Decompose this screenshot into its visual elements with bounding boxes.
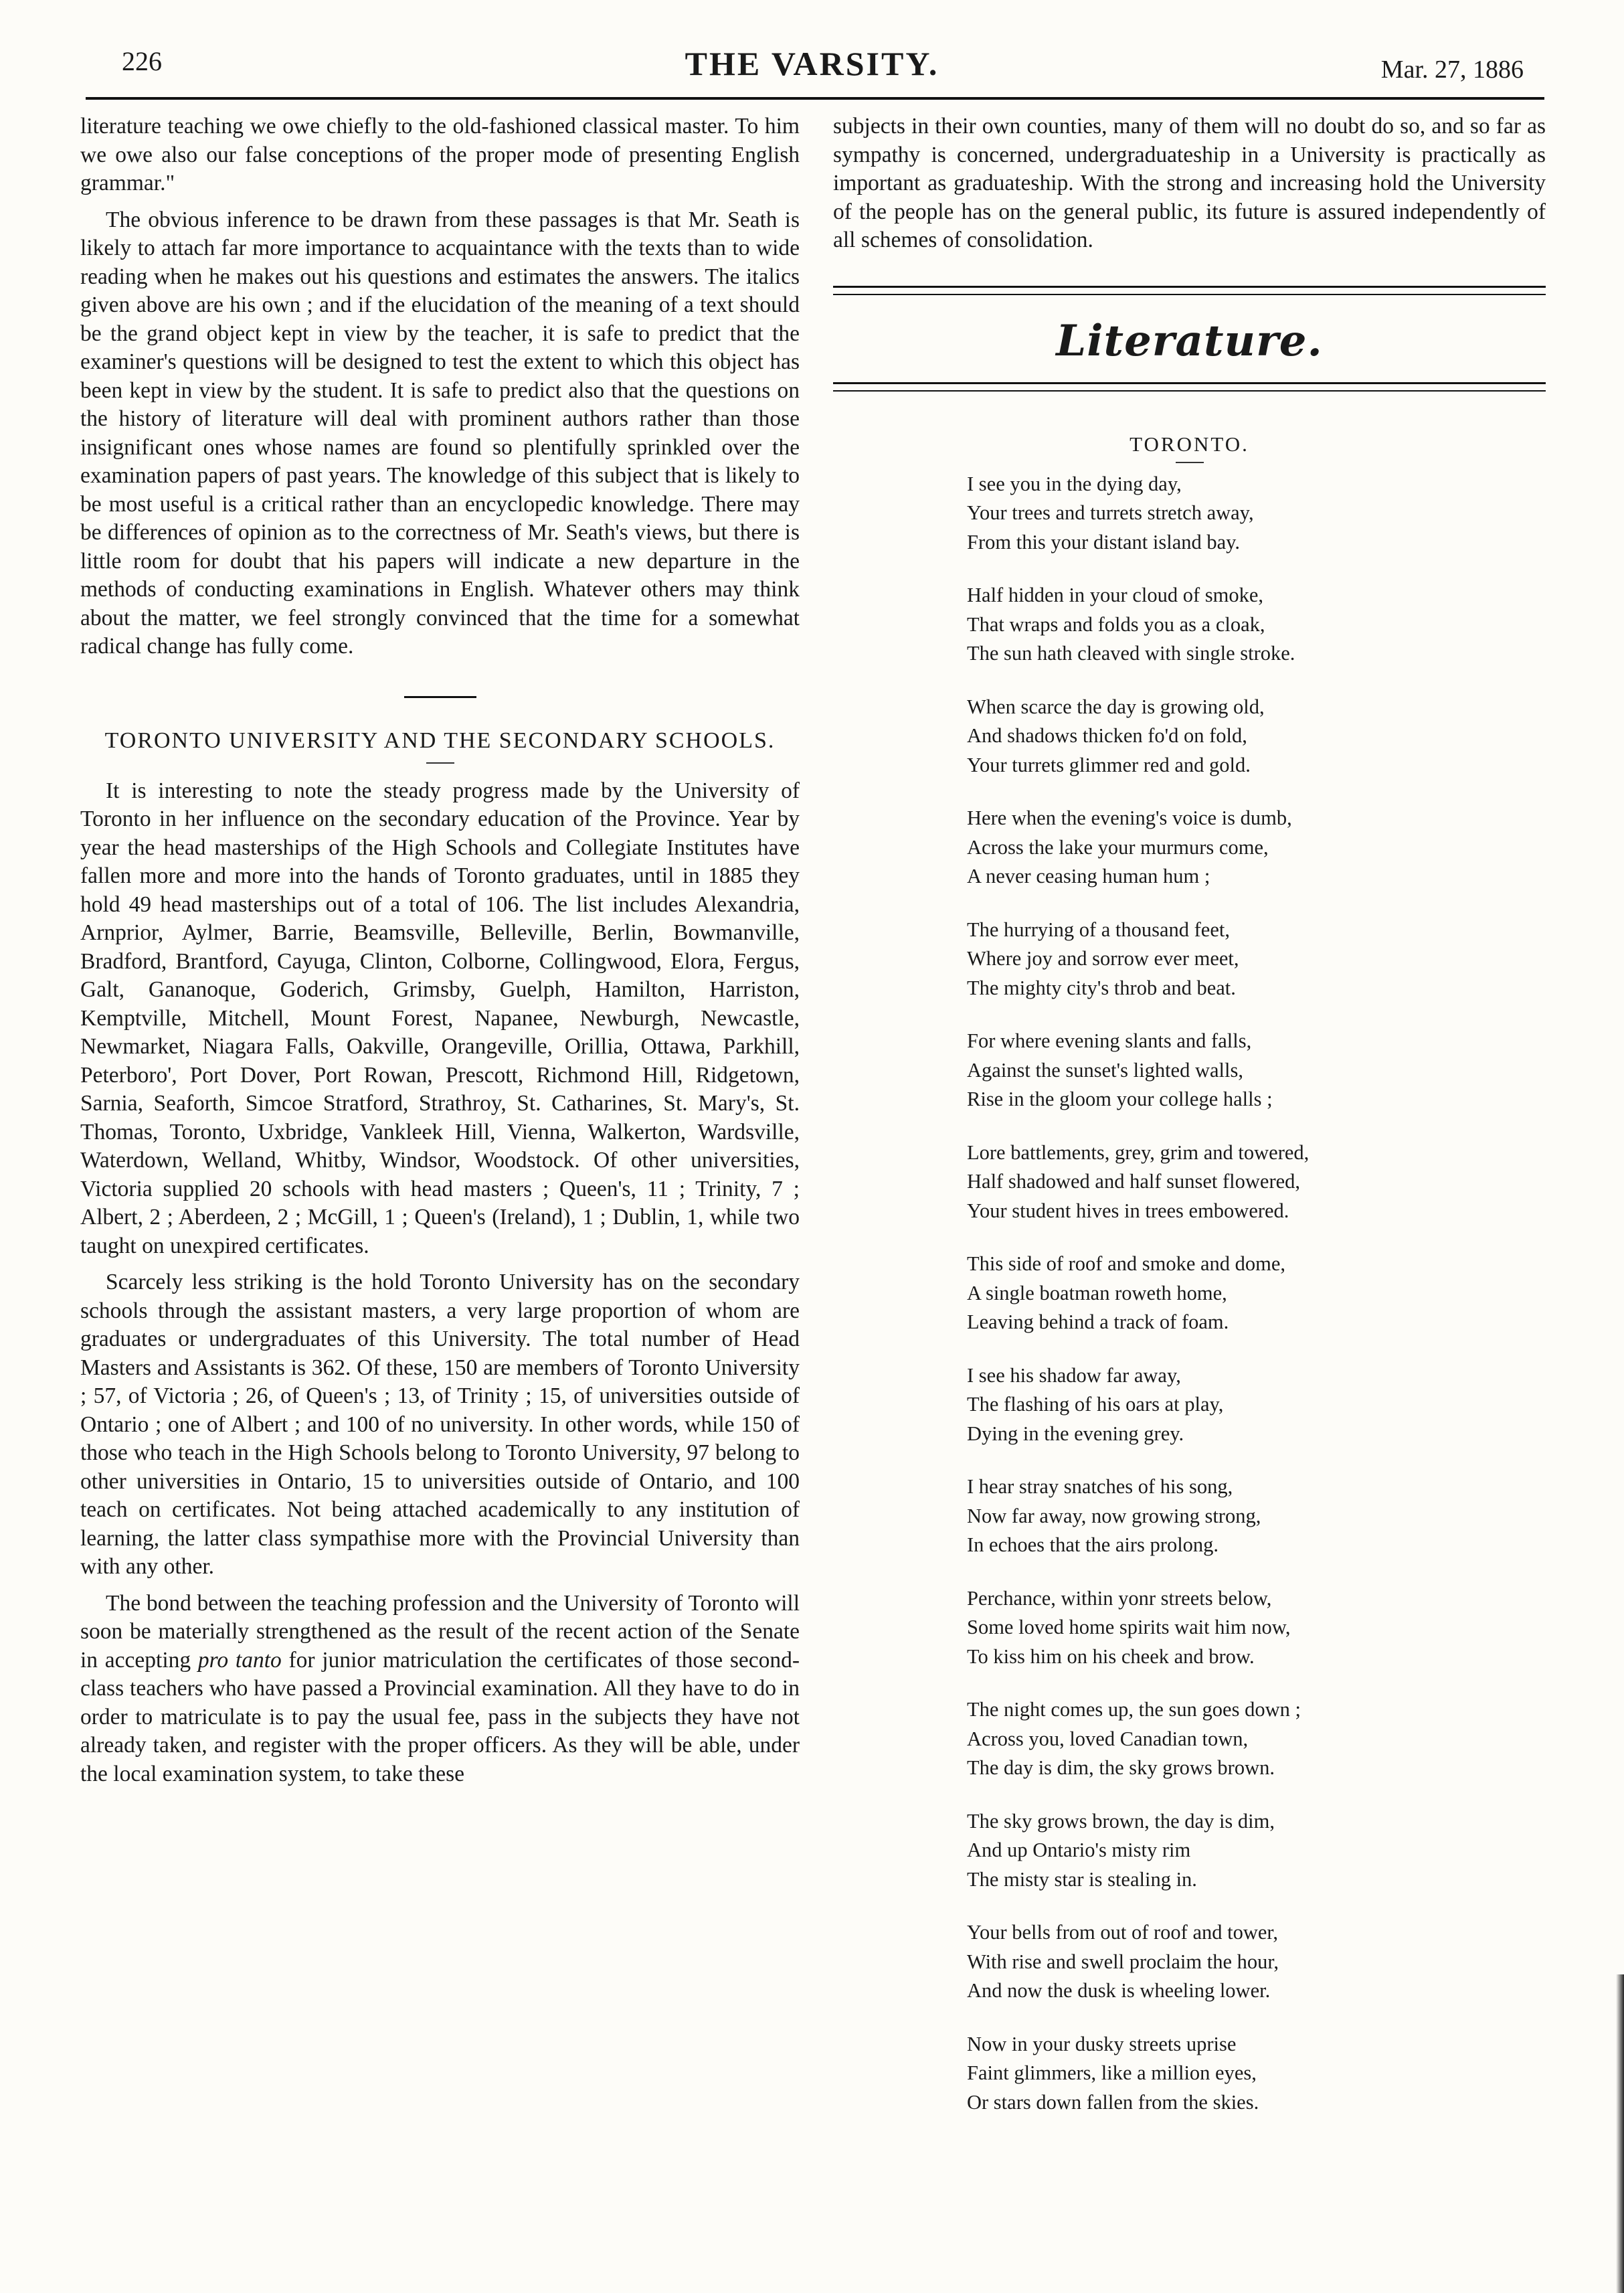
poem-line: From this your distant island bay. — [967, 530, 1241, 554]
poem-line: And now the dusk is wheeling lower. — [967, 1979, 1271, 2002]
header-rule — [86, 97, 1544, 100]
poem-stanza — [967, 1027, 1546, 1114]
poem-line: Some loved home spirits wait him now, — [967, 1616, 1291, 1638]
poem-line: In echoes that the airs prolong. — [967, 1533, 1219, 1556]
poem-title-rule — [1176, 462, 1204, 463]
poem-line: Leaving behind a track of foam. — [967, 1310, 1229, 1333]
poem-line: And up Ontario's misty rim — [967, 1839, 1191, 1861]
poem-line: Faint glimmers, like a million eyes, — [967, 2061, 1257, 2084]
poem-line: Your trees and turrets stretch away, — [967, 501, 1254, 524]
right-column — [833, 112, 1546, 2117]
poem-line: The night comes up, the sun goes down ; — [967, 1698, 1301, 1721]
poem-line: Your turrets glimmer red and gold. — [967, 753, 1251, 776]
paragraph — [80, 1590, 800, 1789]
paragraph: Scarcely less striking is the hold Toronto University has on the secondary schools through the assistant masters, a very large proportion of whom are graduates or undergraduates of this University. The total number of Head Masters and Assistants is 362. Of these, 150 are members of Toronto University ; 57, of Victoria ; 26, of Queen's ; 13, of Trinity ; 15, of universities outside of Ontario ; one of Albert ; and 100 of no university. In other words, while 150 of those who teach in the High Schools belong to Toronto University, 97 belong to other universities in Ontario, 15 to universities outside of Ontario, and 100 teach on certificates. Not being attached academically to any institution of learning, the latter class sympathise more with the Provincial University than with any other. — [80, 1270, 800, 1579]
poem-line: Now in your dusky streets uprise — [967, 2032, 1237, 2055]
page-header — [0, 40, 1624, 94]
poem-stanza — [967, 1695, 1546, 1783]
poem — [967, 470, 1546, 2118]
poem-stanza — [967, 916, 1546, 1003]
poem-stanza — [967, 1361, 1546, 1449]
poem-line: Your student hives in trees embowered. — [967, 1199, 1289, 1222]
poem-line: Or stars down fallen from the skies. — [967, 2090, 1259, 2114]
poem-line: The misty star is stealing in. — [967, 1867, 1197, 1891]
poem-line: Perchance, within yonr streets below, — [967, 1586, 1272, 1610]
poem-line: With rise and swell proclaim the hour, — [967, 1950, 1279, 1973]
poem-line: Your bells from out of roof and tower, — [967, 1921, 1278, 1944]
paragraph: subjects in their own counties, many of them will no doubt do so, and so far as sympathy is concerned, undergraduateship in a University is practically as important as graduateship. With the strong and increasing hold the University of the people has on the general public, its future is assured independently of all schemes of consolidation. — [833, 114, 1546, 252]
poem-stanza — [967, 470, 1546, 558]
poem-line: I see his shadow far away, — [967, 1363, 1181, 1387]
poem-line: Against the sunset's lighted walls, — [967, 1058, 1243, 1082]
page-edge-shadow — [1616, 1974, 1624, 2293]
poem-line: I hear stray snatches of his song, — [967, 1475, 1233, 1498]
poem-stanza — [967, 1584, 1546, 1672]
article-title: TORONTO UNIVERSITY AND THE SECONDARY SCHOOLS. — [104, 728, 776, 753]
section-divider — [404, 696, 476, 698]
poem-stanza — [967, 1250, 1546, 1337]
poem-line: A single boatman roweth home, — [967, 1281, 1227, 1304]
poem-line: I see you in the dying day, — [967, 472, 1182, 495]
poem-line: Here when the evening's voice is dumb, — [967, 806, 1292, 829]
poem-line: That wraps and folds you as a cloak, — [967, 612, 1265, 636]
page-number: 226 — [122, 46, 162, 76]
poem-line: When scarce the day is growing old, — [967, 695, 1265, 718]
poem-stanza — [967, 1138, 1546, 1226]
italic-phrase: pro tanto — [197, 1647, 282, 1673]
paragraph-text: The bond between the teaching profession and the University of Toronto will soon be materially strengthened as the result of the recent action of the Senate in accepting — [80, 1590, 800, 1673]
poem-line: For where evening slants and falls, — [967, 1029, 1252, 1052]
poem-line: To kiss him on his cheek and brow. — [967, 1644, 1255, 1668]
poem-line: The hurrying of a thousand feet, — [967, 918, 1230, 941]
title-rule — [426, 762, 454, 764]
poem-stanza — [967, 1472, 1546, 1560]
issue-date: Mar. 27, 1886 — [1380, 56, 1524, 84]
section-rule-top — [833, 286, 1546, 295]
paragraph: The obvious inference to be drawn from these passages is that Mr. Seath is likely to attach far more importance to acquaintance with the texts than to wide reading when he makes out his questions and estimates the answers. The italics given above are his own ; and if the elucidation of the meaning of a text should be the grand object kept in view by the teacher, it is safe to predict that the examiner's questions will be designed to test the extent to which this object has been kept in view by the student. It is safe to predict also that the questions on the history of literature will deal with prominent authors rather than those insignificant ones whose names are found so plentifully sprinkled over the examination papers of past years. The knowledge of this subject that is likely to be most useful is a critical rather than an encyclopedic knowledge. There may be differences of opinion as to the correctness of Mr. Seath's views, but there is little room for doubt that his papers will indicate a new departure in the methods of conducting examinations in English. Whatever others may think about the matter, we feel strongly convinced that the time for a somewhat radical change has fully come. — [80, 207, 800, 659]
poem-line: A never ceasing human hum ; — [967, 865, 1210, 887]
paragraph: It is interesting to note the steady progress made by the University of Toronto in her influence on the secondary education of the Province. Year by year the head masterships of the High Schools and Collegiate Institutes have fallen more and more into the hands of Toronto graduates, until in 1885 they hold 49 head masterships out of a total of 106. The list includes Alexandria, Arnprior, Aylmer, Barrie, Beamsville, Belleville, Berlin, Bowmanville, Bradford, Brantford, Cayuga, Clinton, Colborne, Collingwood, Elora, Fergus, Galt, Gananoque, Goderich, Grimsby, Guelph, Hamilton, Harriston, Kemptville, Mitchell, Mount Forest, Napanee, Newburgh, Newcastle, Newmarket, Niagara Falls, Oakville, Orangeville, Orillia, Ottawa, Parkhill, Peterboro', Port Dover, Port Rowan, Prescott, Richmond Hill, Ridgetown, Sarnia, Seaforth, Simcoe Stratford, Strathroy, St. Catharines, St. Mary's, St. Thomas, Toronto, Uxbridge, Vankleek Hill, Vienna, Walkerton, Wardsville, Waterdown, Welland, Whitby, Windsor, Woodstock. Of other universities, Victoria supplied 20 schools with head masters ; Queen's, 11 ; Trinity, 7 ; Albert, 2 ; Aberdeen, 2 ; McGill, 1 ; Queen's (Ireland), 1 ; Dublin, 1, while two taught on unexpired certificates. — [80, 778, 800, 1258]
poem-line: The sun hath cleaved with single stroke. — [967, 642, 1295, 665]
section-rule-bottom — [833, 382, 1546, 392]
poem-line: Half shadowed and half sunset flowered, — [967, 1170, 1301, 1193]
poem-line: Where joy and sorrow ever meet, — [967, 947, 1239, 970]
left-column — [80, 112, 800, 1788]
poem-line: The mighty city's throb and beat. — [967, 976, 1236, 999]
poem-line: Lore battlements, grey, grim and towered, — [967, 1140, 1310, 1164]
poem-line: Rise in the gloom your college halls ; — [967, 1088, 1273, 1110]
poem-line: The sky grows brown, the day is dim, — [967, 1809, 1275, 1833]
poem-stanza — [967, 2030, 1546, 2118]
poem-line: Dying in the evening grey. — [967, 1422, 1184, 1445]
paragraph: literature teaching we owe chiefly to the old-fashioned classical master. To him we owe also our false conceptions of the proper mode of presenting English grammar." — [80, 114, 800, 195]
poem-line: This side of roof and smoke and dome, — [967, 1252, 1286, 1275]
poem-line: Now far away, now growing strong, — [967, 1504, 1261, 1527]
poem-stanza — [967, 693, 1546, 780]
poem-line: Across the lake your murmurs come, — [967, 835, 1269, 859]
poem-stanza — [967, 581, 1546, 669]
poem-stanza — [967, 1807, 1546, 1895]
poem-stanza — [967, 804, 1546, 891]
masthead: THE VARSITY. — [685, 45, 939, 82]
poem-line: The flashing of his oars at play, — [967, 1393, 1224, 1416]
poem-line: Across you, loved Canadian town, — [967, 1727, 1249, 1750]
poem-line: And shadows thicken fo'd on fold, — [967, 724, 1247, 747]
poem-stanza — [967, 1918, 1546, 2006]
poem-line: Half hidden in your cloud of smoke, — [967, 584, 1264, 606]
poem-line: The day is dim, the sky grows brown. — [967, 1756, 1275, 1779]
section-title: Literature. — [1056, 315, 1323, 366]
paragraph-text: for junior matriculation the certificates of those second-class teachers who have passed a Provincial examination. All they have to do in order to matriculate is to pay the usual fee, pass in the subjects they have not already taken, and register with the proper officers. As they will be able, under the local examination system, to take these — [80, 1647, 800, 1786]
poem-title: TORONTO. — [1130, 432, 1249, 456]
